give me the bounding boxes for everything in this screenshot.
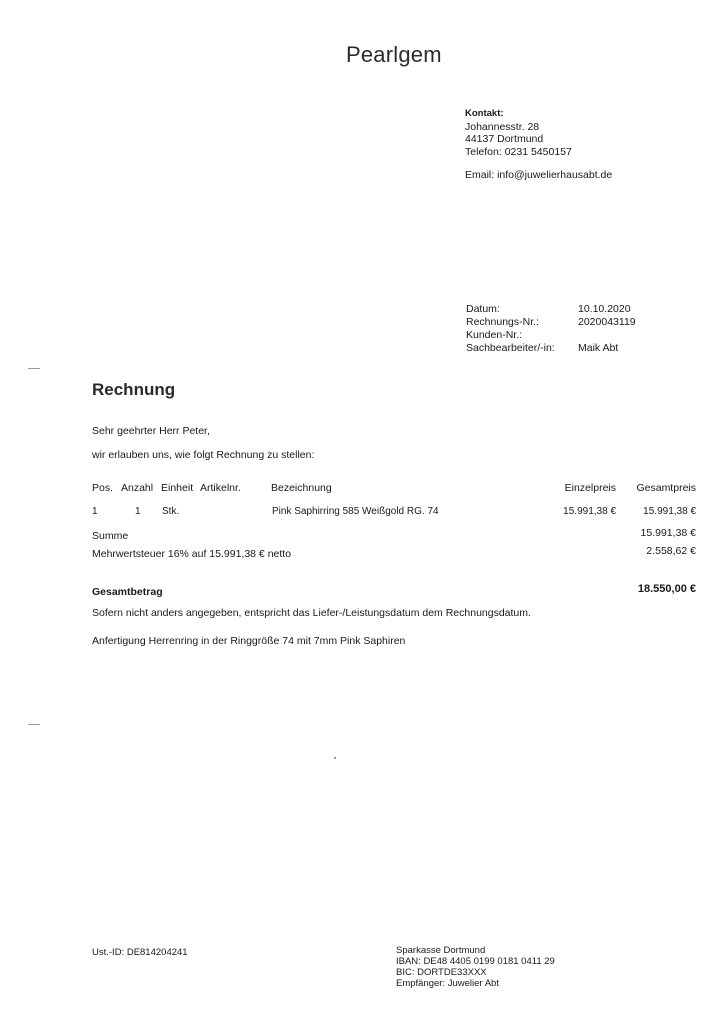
gesamtbetrag-value: 18.550,00 € <box>637 583 696 595</box>
col-header-pos: Pos. <box>92 482 114 494</box>
cell-bezeichnung: Pink Saphirring 585 Weißgold RG. 74 <box>272 506 439 517</box>
meta-key: Kunden-Nr.: <box>466 329 523 341</box>
meta-row-clerk <box>466 342 636 355</box>
company-logo-text: Pearlgem <box>346 42 442 67</box>
cell-einheit: Stk. <box>162 506 180 517</box>
meta-row-customer-number <box>466 329 636 342</box>
mwst-label: Mehrwertsteuer 16% auf 15.991,38 € netto <box>92 548 292 560</box>
meta-row-date <box>466 303 636 316</box>
col-header-artikelnr: Artikelnr. <box>200 482 241 494</box>
col-header-bezeichnung: Bezeichnung <box>271 482 332 494</box>
cell-gesamtpreis: 15.991,38 € <box>643 506 696 517</box>
meta-value: 10.10.2020 <box>578 303 631 315</box>
mwst-value: 2.558,62 € <box>646 545 696 557</box>
invoice-meta <box>466 303 636 355</box>
bank-name: Sparkasse Dortmund <box>396 945 486 956</box>
col-header-gesamtpreis: Gesamtpreis <box>636 482 696 494</box>
contact-block <box>465 108 612 182</box>
bank-bic: BIC: DORTDE33XXX <box>396 967 487 978</box>
meta-key: Datum: <box>466 303 500 315</box>
document-title: Rechnung <box>92 380 176 399</box>
col-header-anzahl: Anzahl <box>121 482 154 494</box>
col-header-einzelpreis: Einzelpreis <box>564 482 616 494</box>
vat-id: Ust.-ID: DE814204241 <box>92 947 188 958</box>
meta-row-invoice-number <box>466 316 636 329</box>
summe-value: 15.991,38 € <box>640 527 696 539</box>
meta-key: Rechnungs-Nr.: <box>466 316 539 328</box>
meta-value: 2020043119 <box>578 316 636 328</box>
cell-anzahl: 1 <box>135 506 141 517</box>
contact-label: Kontakt: <box>465 108 504 119</box>
meta-key: Sachbearbeiter/-in: <box>466 342 555 354</box>
col-header-einheit: Einheit <box>161 482 194 494</box>
meta-value: Maik Abt <box>578 342 619 354</box>
intro-text: wir erlauben uns, wie folgt Rechnung zu stellen: <box>92 449 315 461</box>
fold-mark <box>28 368 40 369</box>
cell-pos: 1 <box>92 506 98 517</box>
contact-street: Johannesstr. 28 <box>465 120 540 133</box>
scan-speck <box>334 757 336 759</box>
contact-phone: Telefon: 0231 5450157 <box>465 145 572 158</box>
bank-details <box>396 945 555 989</box>
contact-email: Email: info@juwelierhausabt.de <box>465 169 613 181</box>
greeting: Sehr geehrter Herr Peter, <box>92 425 210 437</box>
delivery-note: Sofern nicht anders angegeben, entspricht das Liefer-/Leistungsdatum dem Rechnungsdatum. <box>92 607 531 619</box>
contact-city: 44137 Dortmund <box>465 133 544 145</box>
order-note: Anfertigung Herrenring in der Ringgröße 74 mit 7mm Pink Saphiren <box>92 635 406 647</box>
cell-einzelpreis: 15.991,38 € <box>563 506 616 517</box>
summe-label: Summe <box>92 530 129 542</box>
bank-recipient: Empfänger: Juwelier Abt <box>396 978 499 989</box>
gesamtbetrag-label: Gesamtbetrag <box>92 586 163 598</box>
fold-mark <box>28 724 40 725</box>
bank-iban: IBAN: DE48 4405 0199 0181 0411 29 <box>396 956 555 967</box>
